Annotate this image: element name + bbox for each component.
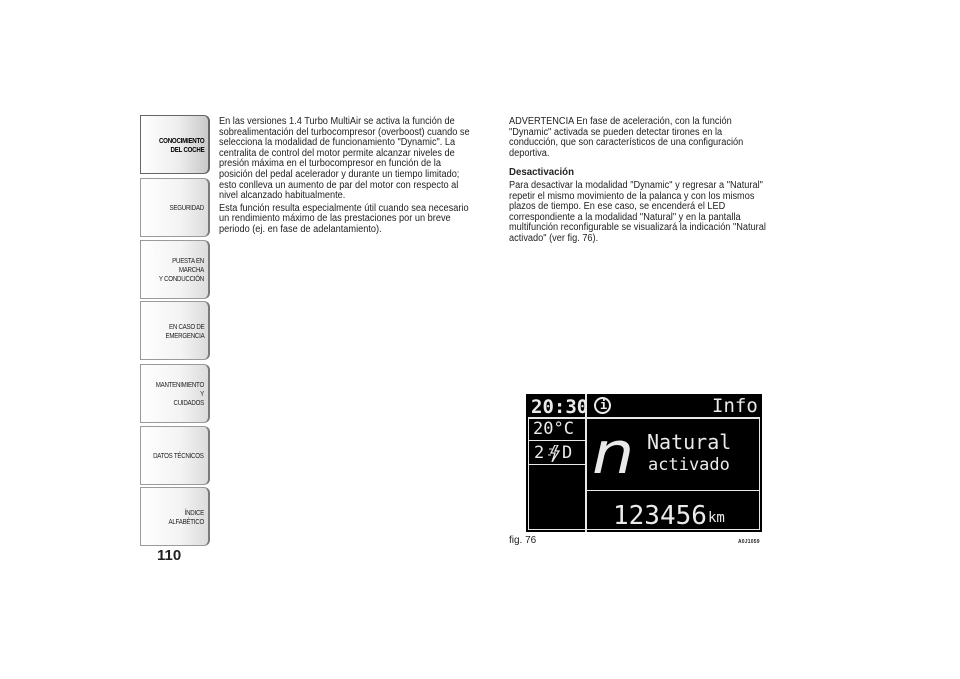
page-number: 110	[157, 547, 182, 564]
tab-conocimiento-del-coche[interactable]	[140, 115, 210, 174]
right-column	[509, 117, 768, 247]
display-divider-left-2	[528, 464, 585, 465]
paragraph-overboost: En las versiones 1.4 Turbo MultiAir se activa la función de sobrealimentación del turbocompresor (overboost) cuando se selecciona la modalidad de funcionamiento "Dynamic". La centralita de control del motor permite alcanzar niveles de presión máxima en el turbocompresor en función de la posición del pedal acelerador y durante un tiempo limitado; esto conlleva un aumento de par del motor con respecto al nivel alcanzado habitualmente.	[219, 116, 470, 202]
display-temperature: 20°C	[533, 419, 574, 439]
display-border-left	[528, 419, 529, 530]
tab-puesta-en-marcha[interactable]	[140, 240, 210, 299]
display-mode-line2: activado	[648, 455, 730, 475]
display-border-right	[759, 419, 760, 530]
figure-code: A0J1059	[738, 539, 760, 545]
left-column	[219, 117, 475, 238]
display-divider-odometer	[587, 490, 759, 491]
tab-label: DATOS TÉCNICOS	[153, 451, 204, 460]
display-odometer-unit: km	[708, 510, 725, 526]
tab-label: CONOCIMIENTO DEL COCHE	[158, 135, 204, 154]
display-divider-left-1	[528, 440, 585, 441]
display-gear-mode: D	[562, 443, 573, 463]
section-heading: Desactivación	[509, 166, 574, 179]
display-gear: 2	[534, 443, 545, 463]
tab-label: PUESTA EN MARCHA Y CONDUCCIÓN	[158, 256, 204, 283]
warning-paragraph: ADVERTENCIA En fase de aceleración, con la función "Dynamic" activada se pueden detectar tirones en la conducción, que son característicos de una configuración deportiva.	[509, 116, 744, 159]
tab-seguridad[interactable]	[140, 178, 210, 237]
info-icon	[594, 397, 611, 414]
dynamic-mode-icon	[548, 445, 560, 462]
tab-label: MANTENIMIENTO Y CUIDADOS	[155, 380, 204, 407]
info-icon-letter: i	[600, 398, 608, 412]
paragraph-function-use: Esta función resulta especialmente útil cuando sea necesario un rendimiento máximo de las prestaciones por un breve periodo (ej. en fase de adelantamiento).	[219, 202, 469, 235]
tab-en-caso-de-emergencia[interactable]	[140, 301, 210, 360]
tab-label: SEGURIDAD	[169, 203, 204, 212]
display-time: 20:30	[531, 396, 589, 418]
tab-mantenimiento[interactable]	[140, 364, 210, 423]
display-mode-letter: n	[592, 419, 635, 487]
display-info-label: Info	[712, 395, 758, 417]
tab-indice-alfabetico[interactable]	[140, 487, 210, 546]
tab-label: ÍNDICE ALFABÉTICO	[168, 507, 204, 526]
tab-label: EN CASO DE EMERGENCIA	[165, 321, 204, 340]
paragraph-deactivation: Para desactivar la modalidad "Dynamic" y regresar a "Natural" repetir el mismo movimiento de la palanca y con los mismos plazos de tiempo. En ese caso, se encenderá el LED correspondiente a la modalidad "Natural" y en la pantalla multifunción reconfigurable se visualizará la indicación "Natural activado" (ver fig. 76).	[509, 179, 766, 244]
multifunction-display-figure	[526, 394, 762, 532]
display-odometer: 123456	[613, 501, 707, 531]
figure-caption: fig. 76	[509, 535, 537, 546]
display-mode-line1: Natural	[647, 430, 732, 454]
tab-datos-tecnicos[interactable]	[140, 426, 210, 485]
